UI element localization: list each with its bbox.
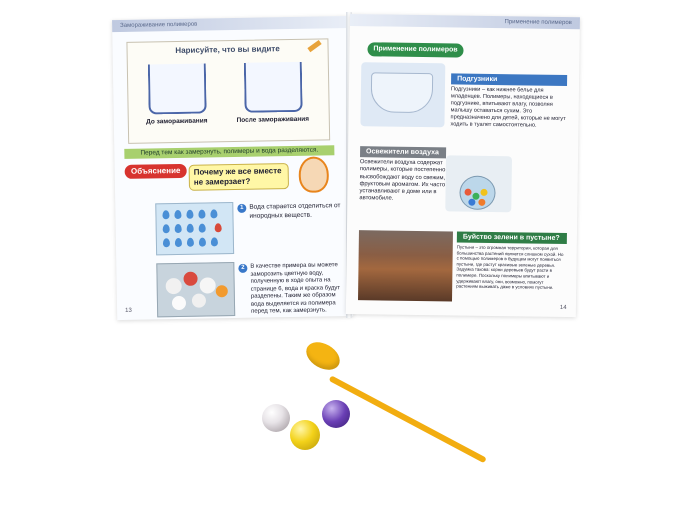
- glass-before-icon: [148, 63, 207, 114]
- air-freshener-heading: Освежители воздуха: [360, 146, 446, 158]
- step-2-text: В качестве примера вы можете заморозить цветную воду, полученную в ходе опыта на странице 6, вода и краска будут разделены. Таким же образом вода выделяется из полимера перед тем, как замерзнуть.: [250, 262, 341, 315]
- air-freshener-text: Освежители воздуха содержат полимеры, которые постепенно высвобождают воду со свежим, фруктовым ароматом. Их часто устанавливают в доме или в автомобиле.: [359, 159, 446, 203]
- drawing-box: [126, 38, 330, 144]
- desert-text: Пустыня – это огромная территория, которая для большинства растений является слишком сухой. Но с помощью полимеров в будущем могут появиться пустыни, где растут красивые зеленые деревья. Задумка такова: корни деревьев будут расти в полимере. Поскольку полимеры впитывают и удерживают влагу, они, возможно, помогут растениям выживать даже в условиях пустыни.: [456, 244, 564, 291]
- step-2-badge: 2: [238, 264, 247, 273]
- booklet-right-page: [346, 14, 580, 317]
- yellow-bead: [290, 420, 320, 450]
- clear-bead: [262, 404, 290, 432]
- desert-section: [456, 232, 567, 291]
- spoon-handle: [329, 375, 487, 463]
- question-box: Почему же все вместе не замерзает?: [189, 163, 289, 191]
- explanation-pill: Объяснение: [125, 164, 187, 179]
- diapers-text: Подгузники – как нижнее белье для младенцев. Полимеры, находящиеся в подгузнике, впитывают влагу, позволяя малышу оставаться сухим. Это предназначено для детей, которые не могут ходить в туалет самостоятельно.: [450, 86, 566, 129]
- drawing-title: Нарисуйте, что вы видите: [175, 44, 280, 56]
- booklet-left-page: [112, 16, 353, 320]
- right-page-number: 14: [559, 304, 567, 312]
- right-page-title: Применение полимеров: [367, 42, 463, 57]
- desert-image: [358, 230, 453, 301]
- left-page-header: Замораживание полимеров: [112, 16, 348, 32]
- after-freezing-label: После замораживания: [236, 115, 310, 124]
- glass-after-icon: [244, 62, 303, 113]
- left-page-number: 13: [125, 307, 132, 314]
- right-page-header: Применение полимеров: [350, 14, 580, 29]
- desert-heading: Буйство зелени в пустыне?: [457, 232, 567, 245]
- diapers-heading: Подгузники: [451, 73, 567, 86]
- diapers-section: [450, 73, 567, 130]
- green-note-bar: Перед тем как замерзнуть, полимеры и вода разделяются.: [124, 145, 334, 159]
- air-freshener-section: [359, 146, 446, 204]
- before-freezing-label: До замораживания: [146, 117, 208, 126]
- step-1-badge: 1: [237, 204, 246, 213]
- purple-bead: [322, 400, 350, 428]
- girl-illustration-icon: [298, 156, 329, 193]
- spoon-bowl: [301, 337, 344, 376]
- step-1-text: Вода старается отделиться от инородных веществ.: [249, 202, 341, 220]
- diaper-icon: [371, 72, 434, 113]
- frozen-polymer-image: [156, 262, 235, 317]
- water-drops-image: [155, 202, 234, 255]
